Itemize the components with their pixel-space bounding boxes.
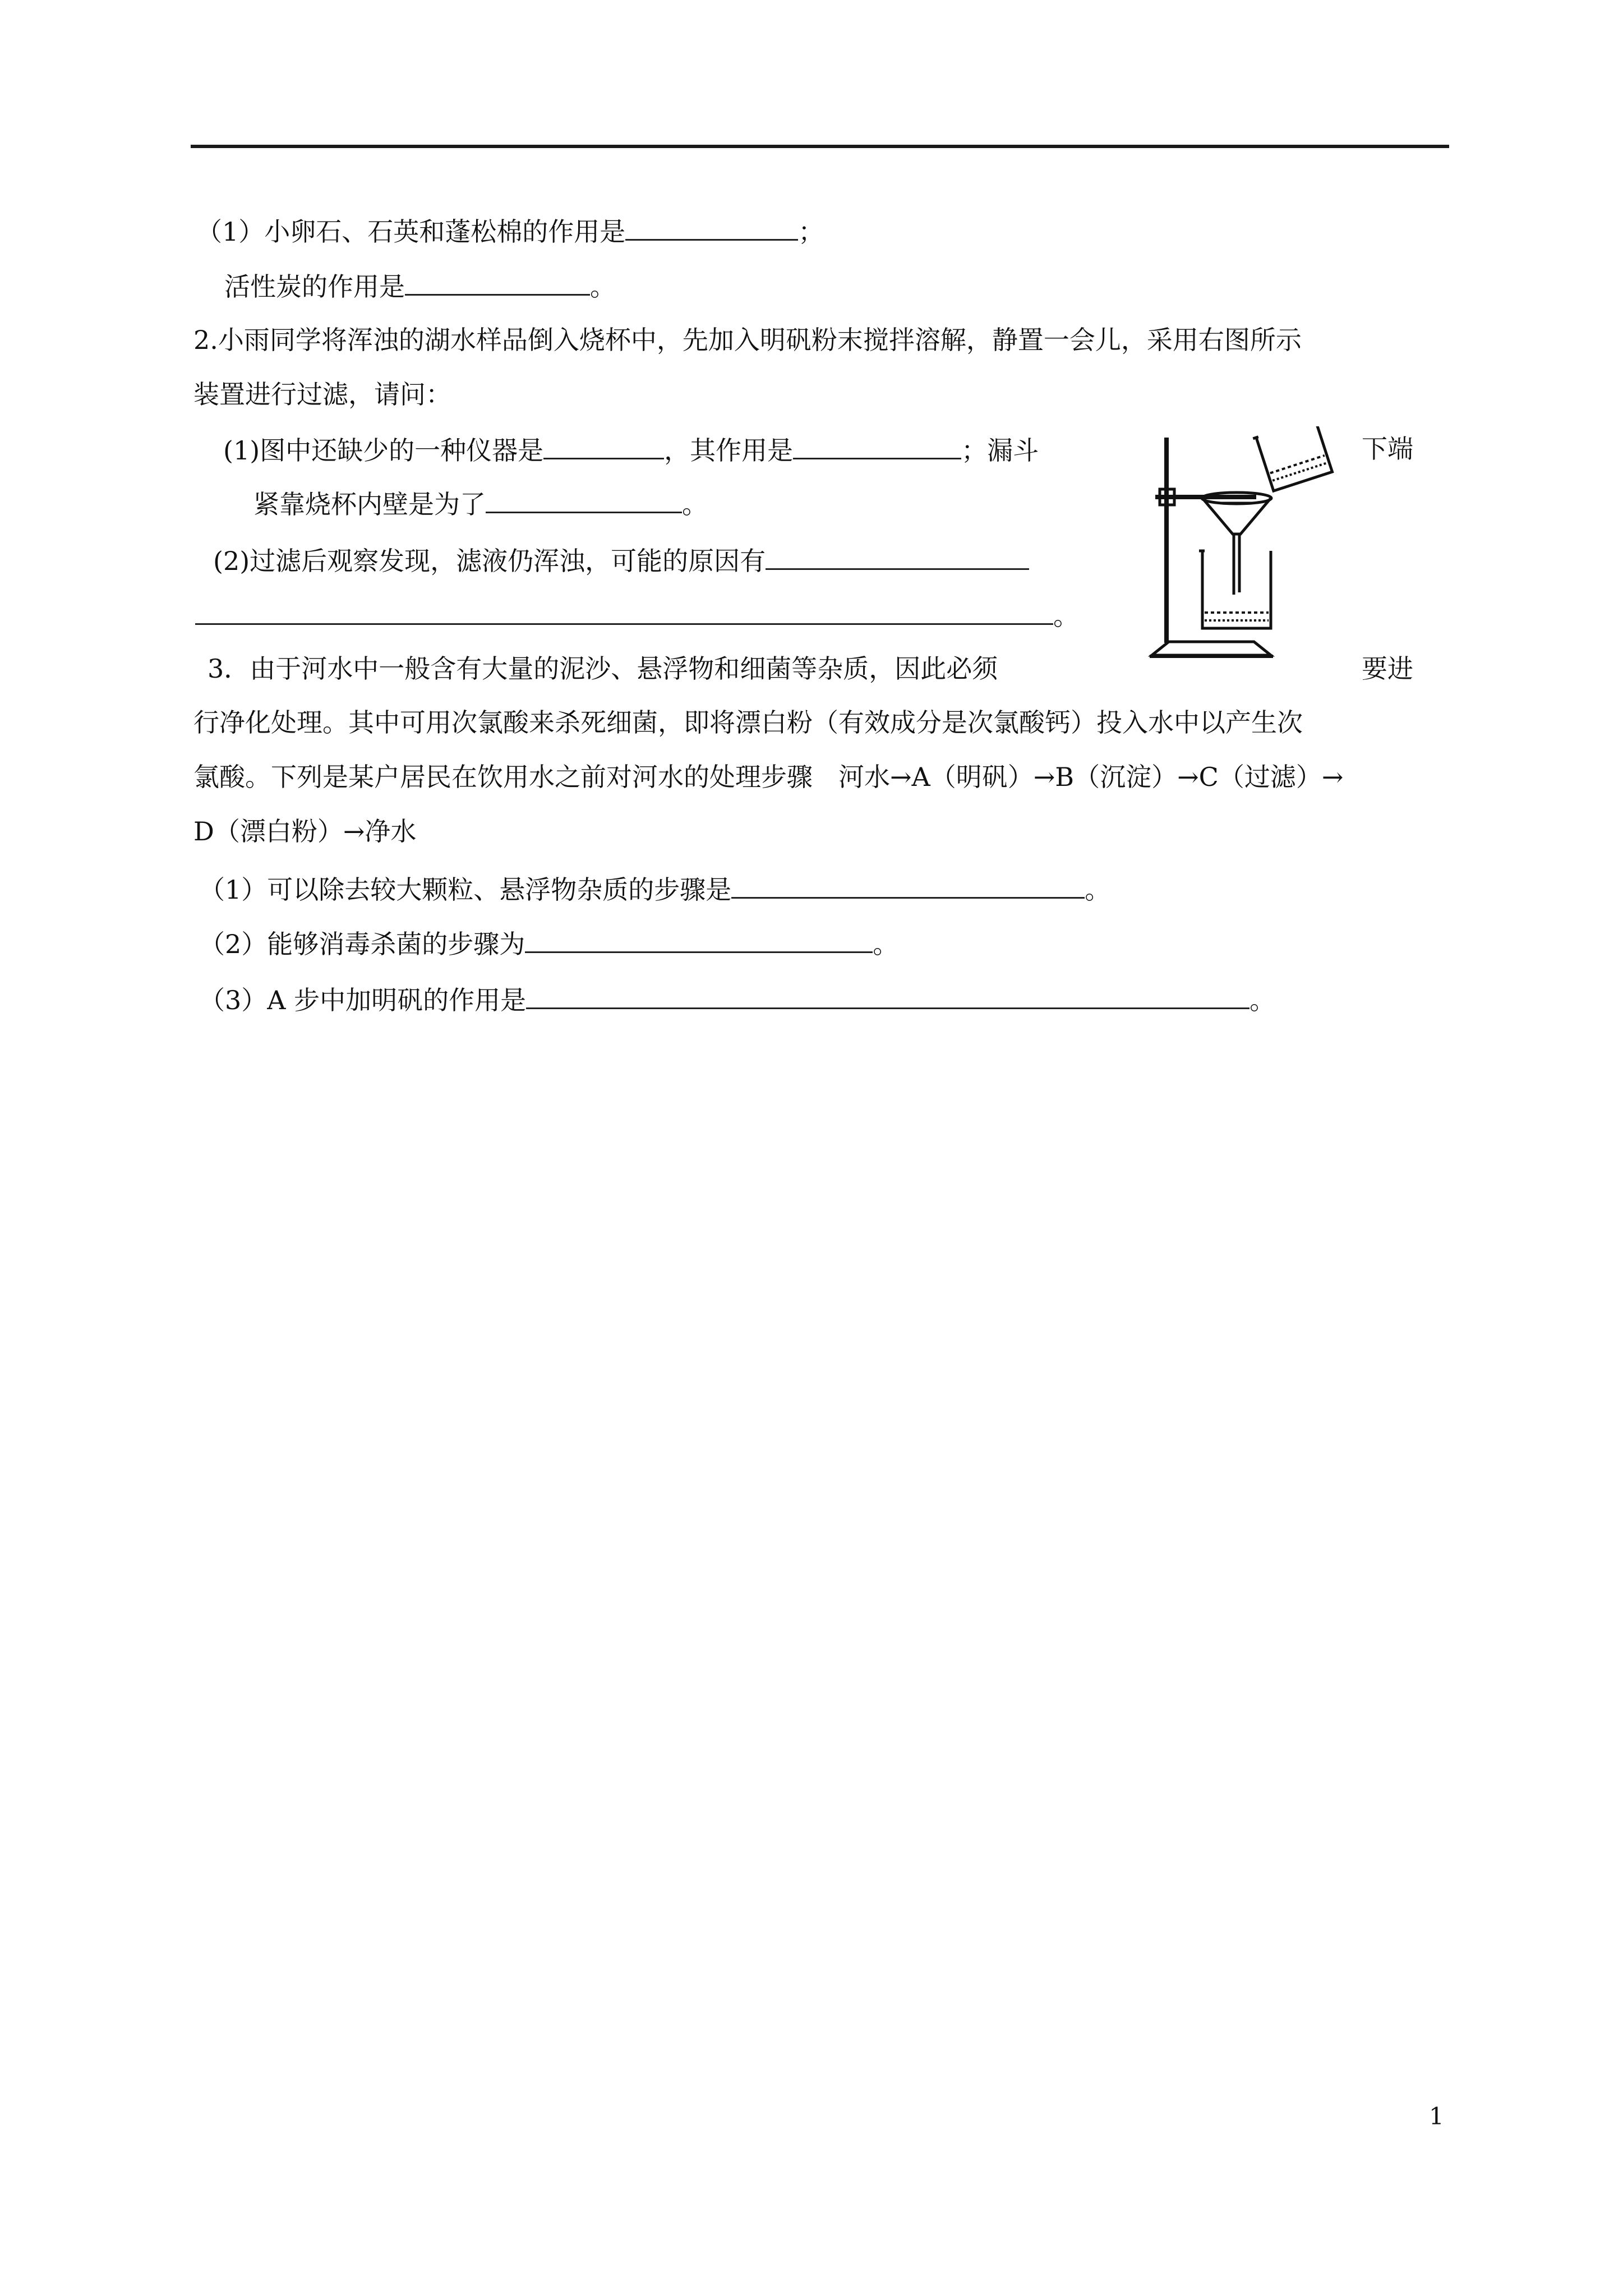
answer-blank[interactable] xyxy=(793,432,961,459)
q3-line-1a: 3．由于河水中一般含有大量的泥沙、悬浮物和细菌等杂质，因此必须 xyxy=(208,654,998,684)
answer-blank[interactable] xyxy=(731,871,1085,899)
answer-blank[interactable] xyxy=(525,926,873,953)
q1-line-1: （1）小卵石、石英和蓬松棉的作用是 ； xyxy=(196,213,824,249)
q2-1-line-1: (1)图中还缺少的一种仪器是 ，其作用是 ；漏斗 xyxy=(223,432,1039,467)
answer-blank[interactable] xyxy=(486,486,682,513)
q3-line-3: 氯酸。下列是某户居民在饮用水之前对河水的处理步骤 河水→A（明矾）→B（沉淀）→C（过滤）→ xyxy=(193,762,1344,792)
q3-line-2: 行净化处理。其中可用次氯酸来杀死细菌，即将漂白粉（有效成分是次氯酸钙）投入水中以产生次 xyxy=(193,707,1303,738)
q3-sub-3: （3）A 步中加明矾的作用是 。 xyxy=(199,982,1275,1017)
answer-blank[interactable] xyxy=(195,597,1053,625)
answer-blank[interactable] xyxy=(526,982,1249,1009)
q3-sub-1: （1）可以除去较大颗粒、悬浮物杂质的步骤是 。 xyxy=(199,871,1110,907)
q2-1-line-2: 紧靠烧杯内壁是为了 。 xyxy=(253,486,708,521)
q2-intro-2: 装置进行过滤，请问： xyxy=(193,379,451,409)
answer-blank[interactable] xyxy=(405,268,590,296)
filtration-apparatus-figure xyxy=(1144,426,1335,662)
answer-blank[interactable] xyxy=(766,542,1029,570)
q1-1-text: （1）小卵石、石英和蓬松棉的作用是 xyxy=(196,217,626,247)
q2-2-line-2: 。 xyxy=(195,597,1079,633)
q2-1-tail: 下端 xyxy=(1362,434,1413,464)
q3-sub-2: （2）能够消毒杀菌的步骤为 。 xyxy=(199,926,898,961)
q1-line-2: 活性炭的作用是 。 xyxy=(224,268,616,303)
q3-line-4: D（漂白粉）→净水 xyxy=(193,816,417,846)
page-number: 1 xyxy=(1429,2102,1444,2130)
q3-line-1b: 要进 xyxy=(1362,654,1413,684)
q2-intro-1: 2.小雨同学将浑浊的湖水样品倒入烧杯中，先加入明矾粉末搅拌溶解，静置一会儿，采用右图所示 xyxy=(193,325,1302,355)
answer-blank[interactable] xyxy=(543,432,664,459)
q1-2-text: 活性炭的作用是 xyxy=(224,272,405,302)
header-rule xyxy=(191,145,1449,148)
answer-blank[interactable] xyxy=(625,213,798,241)
q2-2-line-1: (2)过滤后观察发现，滤液仍浑浊，可能的原因有 xyxy=(213,542,1029,578)
